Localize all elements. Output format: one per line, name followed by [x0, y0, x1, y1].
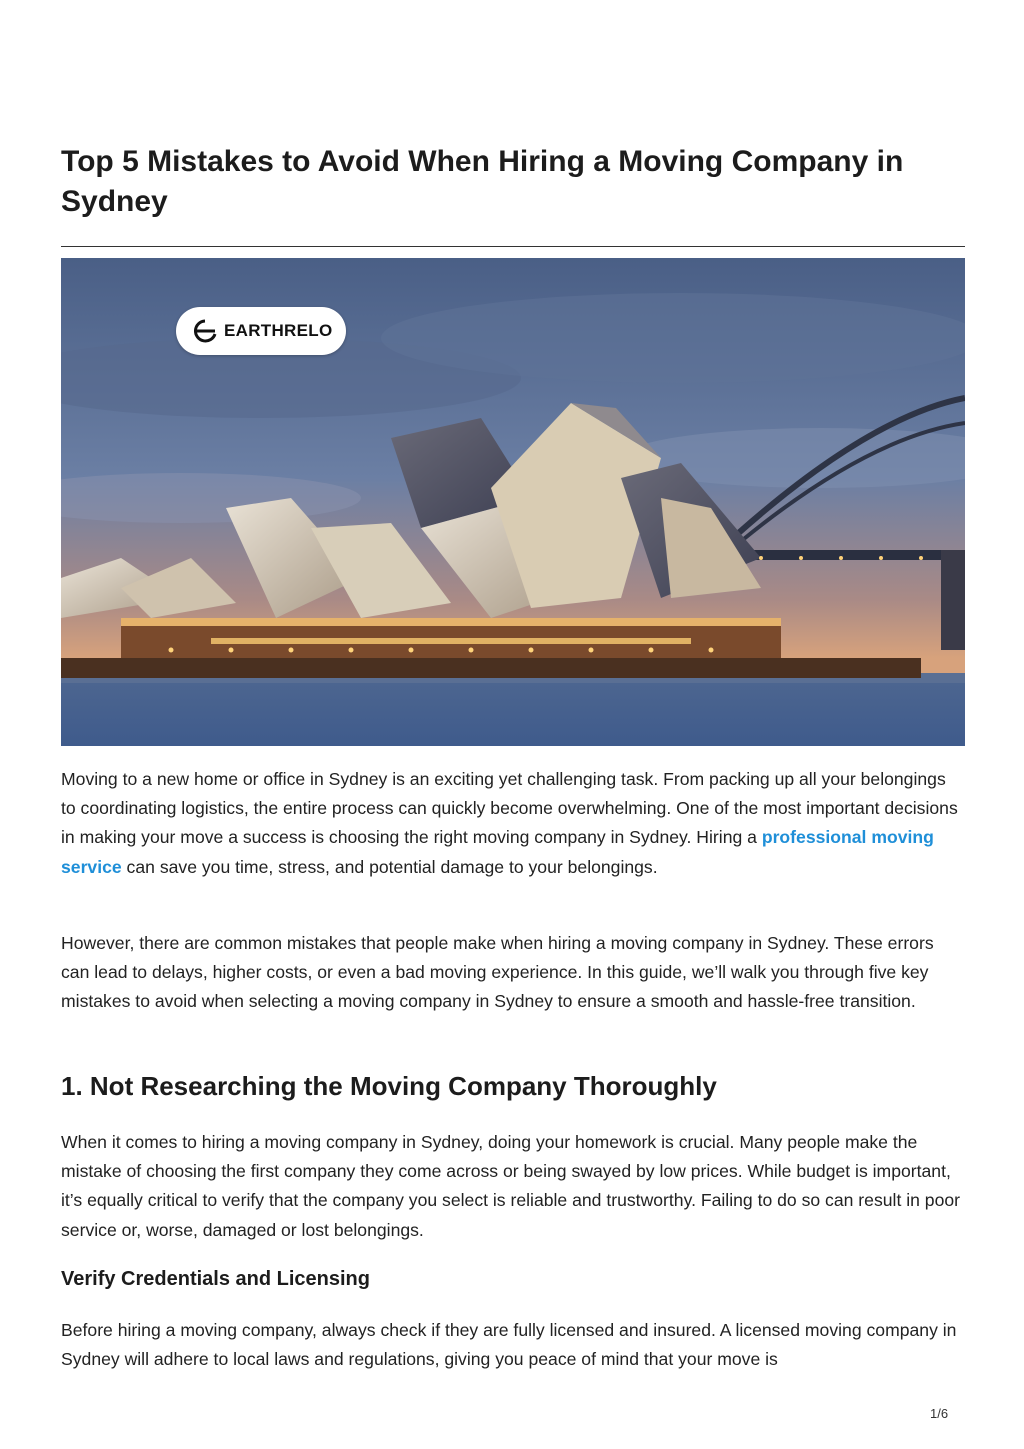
section-1-heading: 1. Not Researching the Moving Company Thoroughly — [61, 1071, 717, 1101]
hero-image — [61, 258, 965, 746]
intro-paragraph-2: However, there are common mistakes that people make when hiring a moving company in Sydney. These errors can lead to delays, higher costs, or even a bad moving experience. In this guide, we’ll walk you through five key mistakes to avoid when selecting a moving company in Sydney to ensure a smooth and hassle-free transition. — [61, 933, 934, 1012]
verify-credentials-body: Before hiring a moving company, always check if they are fully licensed and insured. A licensed moving company in Sydney will adhere to local laws and regulations, giving you peace of mind that your move is — [61, 1320, 957, 1370]
logo-text: EARTHRELO — [224, 321, 333, 340]
page-number: 1/6 — [930, 1406, 949, 1421]
page-title: Top 5 Mistakes to Avoid When Hiring a Moving Company in Sydney — [61, 145, 904, 218]
intro-text-before: Moving to a new home or office in Sydney is an exciting yet challenging task. From packing up all your belongings to coordinating logistics, the entire process can quickly become overwhelming. One of the most important decisions in making your move a success is choosing the right moving company in Sydney. Hiring a — [61, 769, 958, 848]
verify-credentials-heading: Verify Credentials and Licensing — [61, 1268, 370, 1290]
earthrelo-logo-badge — [176, 307, 346, 355]
section-1-body: When it comes to hiring a moving company in Sydney, doing your homework is crucial. Many people make the mistake of choosing the first company they come across or being swayed by low prices. While budget is important, it’s equally critical to verify that the company you select is reliable and trustworthy. Failing to do so can result in poor service or, worse, damaged or lost belongings. — [61, 1132, 961, 1240]
intro-paragraph-1 — [61, 765, 965, 882]
professional-moving-service-link[interactable]: professional moving service — [61, 827, 934, 877]
earthrelo-e-icon — [192, 318, 218, 344]
intro-text-after: can save you time, stress, and potential damage to your belongings. — [121, 856, 658, 877]
title-divider — [61, 246, 965, 247]
